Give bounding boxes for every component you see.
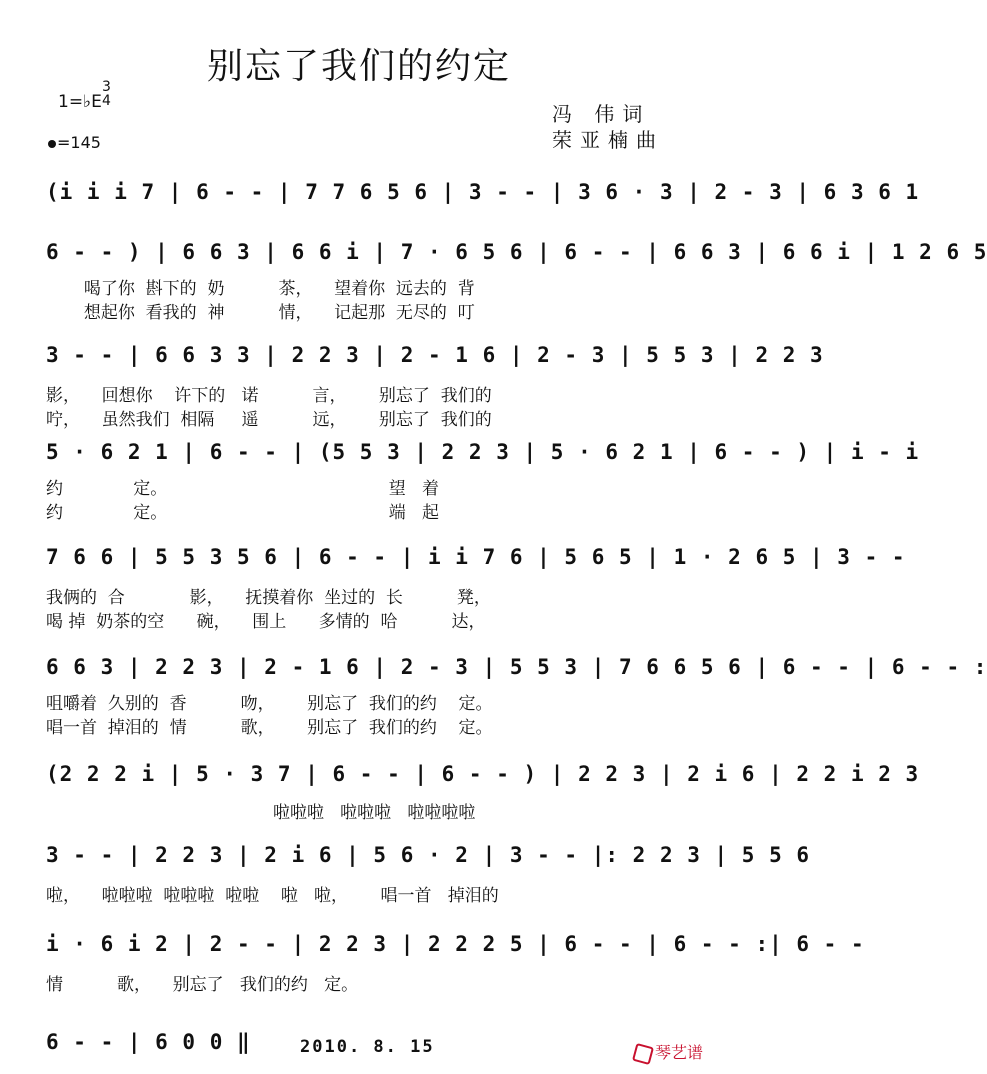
score-row — [46, 240, 987, 278]
notation-line: 3 - - | 2 2 3 | 2 i 6 | 5 6 · 2 | 3 - - |: 2 2 3 | 5 5 6 — [46, 843, 811, 867]
composer-credit: 荣亚楠曲 — [552, 128, 664, 152]
lyric-line-2: 唱一首 掉泪的 情 歌， 别忘了 我们的约 定。 — [46, 718, 493, 738]
score-row — [46, 932, 865, 970]
lyricist-credit: 冯 伟词 — [552, 102, 651, 126]
tempo-value: =145 — [57, 133, 101, 152]
score-row — [46, 440, 920, 478]
score-row — [46, 545, 906, 583]
lyric-line-1: 情 歌， 别忘了 我们的约 定。 — [46, 975, 359, 995]
notation-line: 6 6 3 | 2 2 3 | 2 - 1 6 | 2 - 3 | 5 5 3 | 7 6 6 5 6 | 6 - - | 6 - - : — [46, 655, 987, 679]
score-row — [46, 180, 920, 218]
notation-line: 6 - - ) | 6 6 3 | 6 6 i | 7 · 6 5 6 | 6 - - | 6 6 3 | 6 6 i | 1 2 6 5 — [46, 240, 987, 264]
song-title: 别忘了我们的约定 — [206, 46, 511, 87]
notation-line: 6 - - | 6 0 0 ‖ — [46, 1030, 251, 1054]
time-signature — [102, 80, 111, 108]
score-row — [46, 655, 987, 693]
score-row — [46, 843, 811, 881]
composition-date: 2010. 8. 15 — [300, 1037, 435, 1057]
lyric-line-1: 啦， 啦啦啦 啦啦啦 啦啦 啦 啦， 唱一首 掉泪的 — [46, 886, 499, 906]
tempo-marking — [48, 133, 101, 152]
key-signature: 1=♭E — [58, 92, 102, 112]
notation-line: 7 6 6 | 5 5 3 5 6 | 6 - - | i i 7 6 | 5 6 5 | 1 · 2 6 5 | 3 - - — [46, 545, 906, 569]
lyric-line-1: 咀嚼着 久别的 香 吻， 别忘了 我们的约 定。 — [46, 694, 493, 714]
lyric-line-2: 喝 掉 奶茶的空 碗， 围上 多情的 哈 达， — [46, 612, 486, 632]
lyric-line-1: 影， 回想你 许下的 诺 言， 别忘了 我们的 — [46, 386, 492, 406]
score-row — [46, 762, 920, 800]
logo-icon — [632, 1042, 654, 1064]
notation-line: 3 - - | 6 6 3 3 | 2 2 3 | 2 - 1 6 | 2 - 3 | 5 5 3 | 2 2 3 — [46, 343, 824, 367]
quarter-note-icon — [48, 140, 56, 148]
logo-text: 琴艺谱 — [655, 1043, 704, 1062]
notation-line: 5 · 6 2 1 | 6 - - | (5 5 3 | 2 2 3 | 5 · 6 2 1 | 6 - - ) | i - i — [46, 440, 920, 464]
lyric-line-2: 咛， 虽然我们 相隔 遥 远， 别忘了 我们的 — [46, 410, 492, 430]
lyric-line-1: 约 定。 望 着 — [46, 479, 440, 499]
site-logo — [634, 1040, 703, 1063]
notation-line: (2 2 2 i | 5 · 3 7 | 6 - - | 6 - - ) | 2 2 3 | 2 i 6 | 2 2 i 2 3 — [46, 762, 920, 786]
lyric-line-1: 我俩的 合 影， 抚摸着你 坐过的 长 凳， — [46, 588, 491, 608]
lyric-line-2: 约 定。 端 起 — [46, 503, 440, 523]
notation-line: (i i i 7 | 6 - - | 7 7 6 5 6 | 3 - - | 3 6 · 3 | 2 - 3 | 6 3 6 1 — [46, 180, 920, 204]
notation-line: i · 6 i 2 | 2 - - | 2 2 3 | 2 2 2 5 | 6 - - | 6 - - :| 6 - - — [46, 932, 865, 956]
score-row — [46, 343, 824, 381]
time-signature-bottom: 4 — [102, 93, 111, 109]
time-signature-top: 3 — [102, 79, 111, 95]
lyric-line-1: 啦啦啦 啦啦啦 啦啦啦啦 — [46, 803, 476, 823]
lyric-line-2: 想起你 看我的 神 情， 记起那 无尽的 叮 — [46, 303, 475, 323]
lyric-line-1: 喝了你 斟下的 奶 茶， 望着你 远去的 背 — [46, 279, 475, 299]
